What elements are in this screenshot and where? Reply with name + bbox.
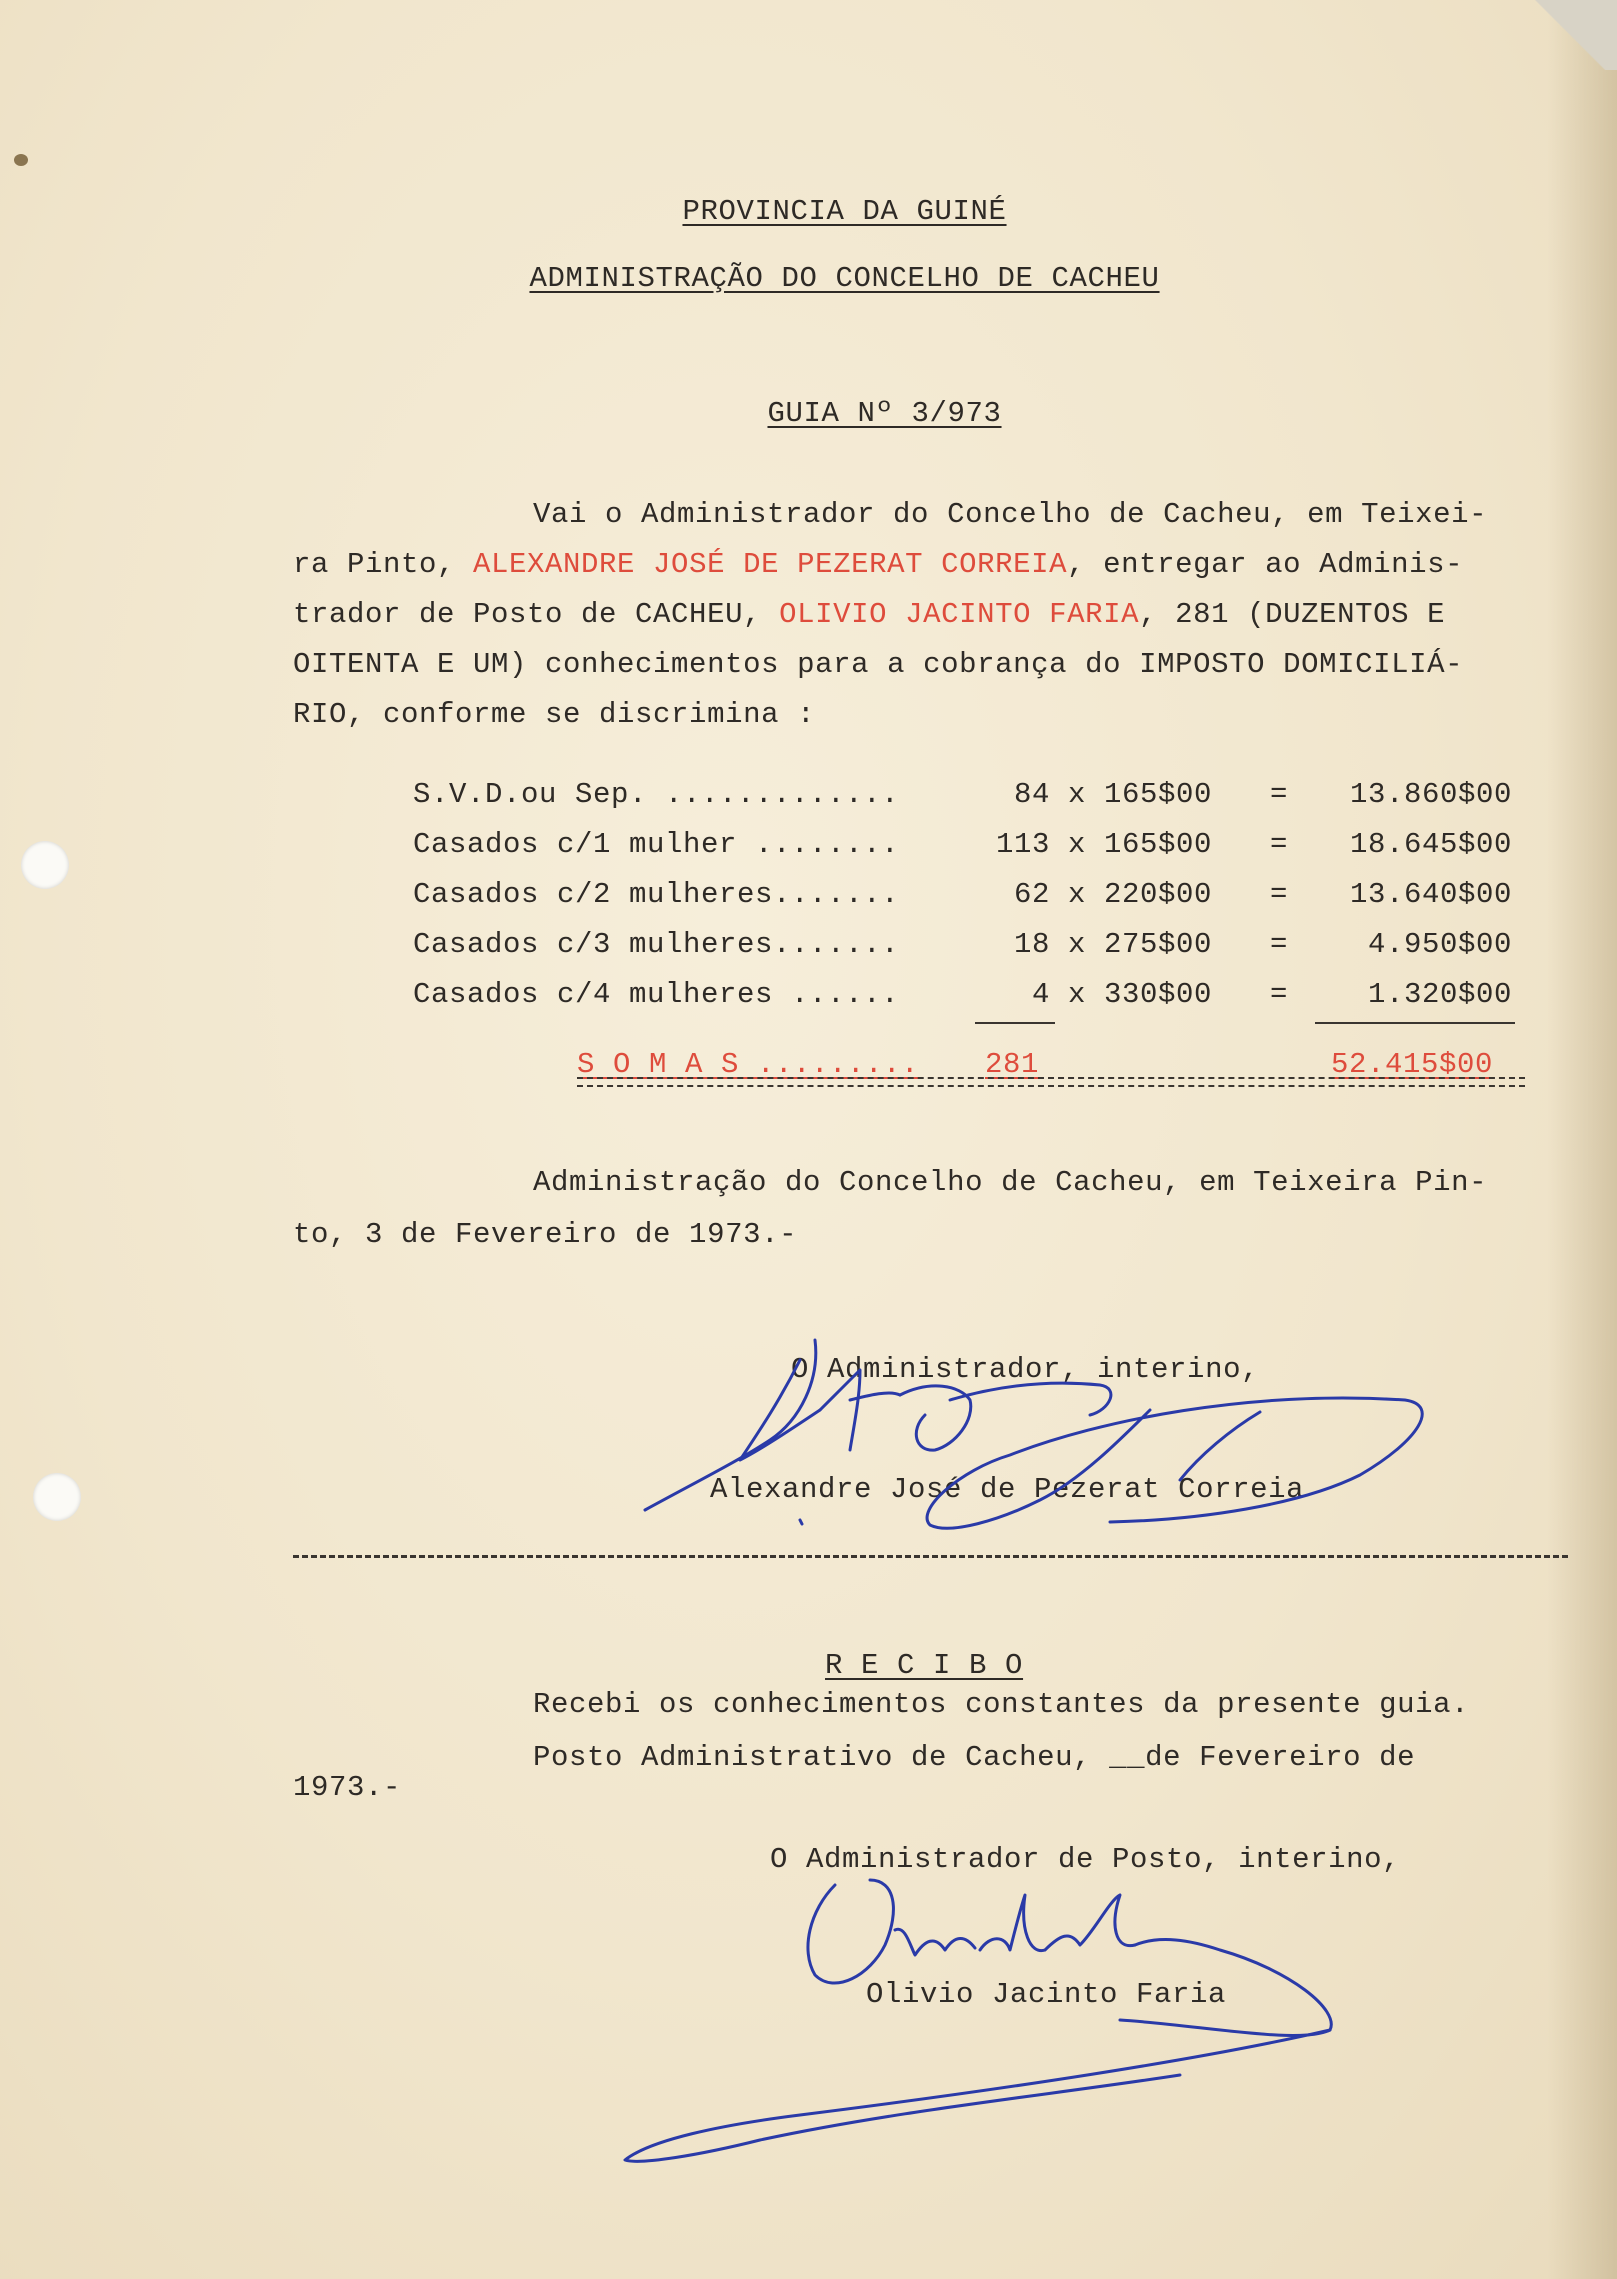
receipt-line-2: Posto Administrativo de Cacheu, __de Fevereiro de [533, 1741, 1416, 1774]
body-line-1: Vai o Administrador do Concelho de Cacheu, em Teixei- [533, 498, 1488, 531]
row-price: x 165$00 [1068, 828, 1213, 861]
receipt-signer-name: Olivio Jacinto Faria [866, 1978, 1227, 2011]
row-qty: 18 [1013, 928, 1050, 961]
row-label: Casados c/2 mulheres....... [413, 878, 900, 911]
closing-line-2: to, 3 de Fevereiro de 1973.- [293, 1218, 798, 1251]
province-title: PROVINCIA DA GUINÉ [682, 195, 1007, 228]
body-line-4: OITENTA E UM) conhecimentos para a cobrança do IMPOSTO DOMICILIÁ- [293, 648, 1464, 681]
row-price: x 165$00 [1068, 778, 1213, 811]
row-label: S.V.D.ou Sep. ............. [413, 778, 900, 811]
row-label: Casados c/3 mulheres....... [413, 928, 900, 961]
closing-line-1: Administração do Concelho de Cacheu, em Teixeira Pin- [533, 1166, 1488, 1199]
post-administrator-signature [625, 1880, 1331, 2161]
row-total: 18.645$00 [1349, 828, 1512, 861]
sum-qty: 281 [985, 1048, 1040, 1081]
row-label: Casados c/4 mulheres ...... [413, 978, 900, 1011]
row-equals: = [1270, 978, 1289, 1011]
signer-title: O Administrador, interino, [791, 1353, 1260, 1386]
row-equals: = [1270, 928, 1289, 961]
row-qty: 113 [995, 828, 1050, 861]
row-equals: = [1270, 778, 1289, 811]
text-segment: trador de Posto de CACHEU, [293, 598, 780, 631]
body-line-5: RIO, conforme se discrimina : [293, 698, 816, 731]
receipt-line-1: Recebi os conhecimentos constantes da presente guia. [533, 1688, 1470, 1721]
receipt-title: R E C I B O [825, 1649, 1024, 1682]
text-segment: , 281 (DUZENTOS E [1139, 598, 1446, 631]
row-qty: 4 [1031, 978, 1050, 1011]
row-total: 4.950$00 [1367, 928, 1512, 961]
row-equals: = [1270, 828, 1289, 861]
receipt-line-3: 1973.- [293, 1771, 402, 1804]
row-total: 13.860$00 [1349, 778, 1512, 811]
text-segment: , entregar ao Adminis- [1067, 548, 1464, 581]
signer-name: Alexandre José de Pezerat Correia [710, 1473, 1305, 1506]
row-qty: 62 [1013, 878, 1050, 911]
row-qty: 84 [1013, 778, 1050, 811]
guia-number: GUIA Nº 3/973 [767, 397, 1002, 430]
row-total: 13.640$00 [1349, 878, 1512, 911]
post-administrator-name-red: OLIVIO JACINTO FARIA [779, 598, 1140, 631]
row-price: x 220$00 [1068, 878, 1213, 911]
row-equals: = [1270, 878, 1289, 911]
receipt-signer-title: O Administrador de Posto, interino, [770, 1843, 1401, 1876]
row-price: x 275$00 [1068, 928, 1213, 961]
text-segment: ra Pinto, [293, 548, 474, 581]
row-total: 1.320$00 [1367, 978, 1512, 1011]
administrator-name-red: ALEXANDRE JOSÉ DE PEZERAT CORREIA [473, 548, 1068, 581]
row-price: x 330$00 [1068, 978, 1213, 1011]
sum-label: S O M A S ......... [577, 1048, 920, 1081]
sum-total: 52.415$00 [1331, 1048, 1494, 1081]
administrator-signature [645, 1340, 1422, 1528]
administration-title: ADMINISTRAÇÃO DO CONCELHO DE CACHEU [529, 262, 1160, 295]
row-label: Casados c/1 mulher ........ [413, 828, 900, 861]
